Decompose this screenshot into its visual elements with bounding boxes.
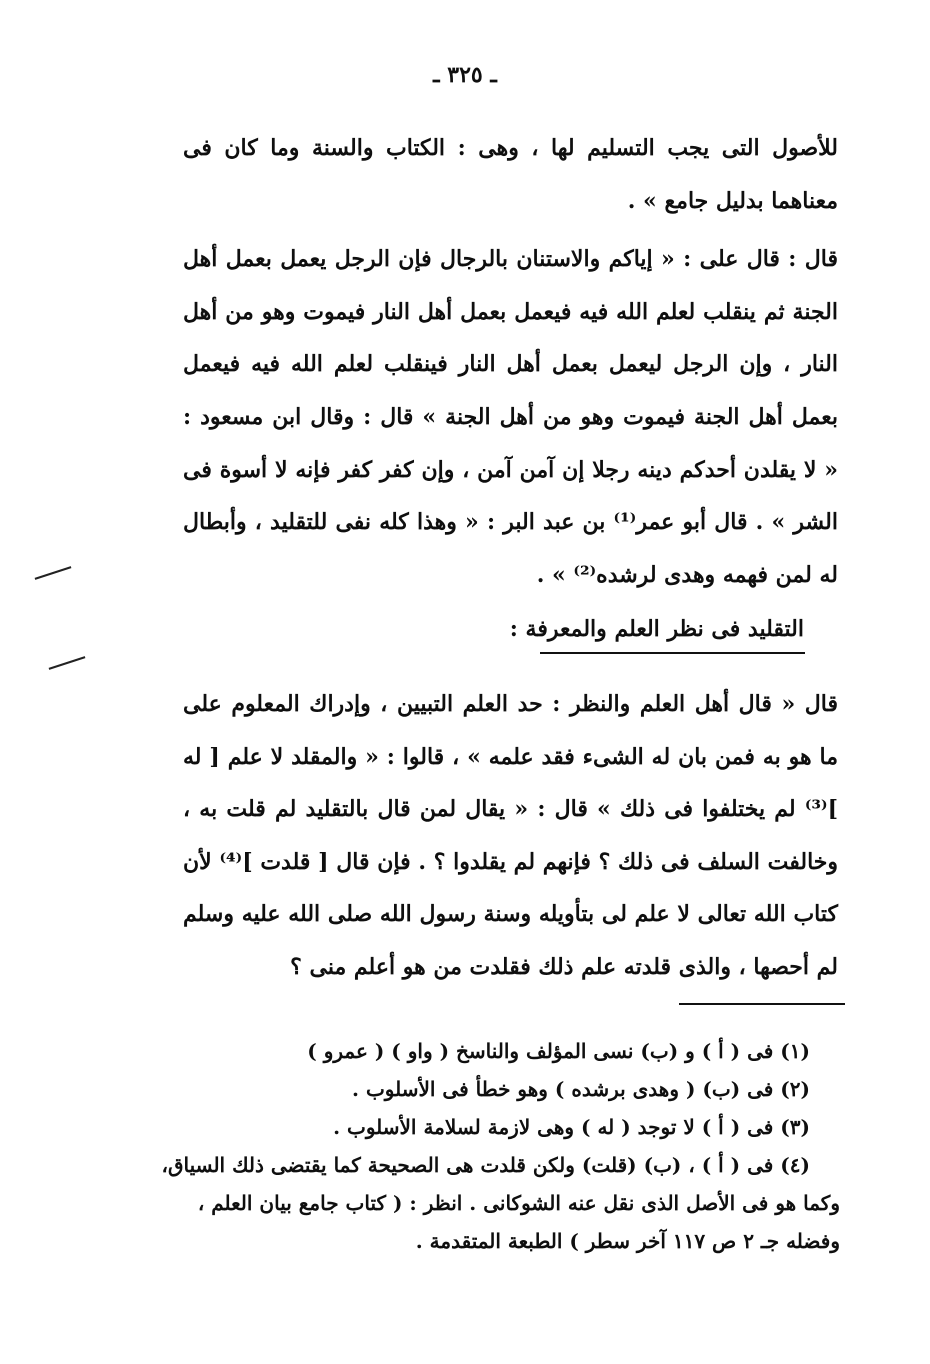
footnotes: [161, 1032, 840, 1260]
page-number: ـ ٣٢٥ ـ: [433, 62, 497, 88]
heading-underline: [540, 652, 805, 654]
main-text: [183, 122, 838, 601]
section-heading: التقليد فى نظر العلم والمعرفة :: [509, 616, 804, 642]
paragraph: للأصول التى يجب التسليم لها ، وهى : الكتاب والسنة وما كان فى معناهما بدليل جامع » .: [183, 135, 838, 214]
paragraph: قال : قال على : « إياكم والاستنان بالرجال فإن الرجل يعمل بعمل أهل الجنة ثم ينقلب لعلم الله فيه فيعمل بعمل أهل النار فيموت وهو من أهل النار ، وإن الرجل ليعمل بعمل أهل النار فينقلب لعلم الله فيه فيعمل بعمل أهل الجنة فيموت وهو من أهل الجنة » قال : وقال ابن مسعود : « لا يقلدن أحدكم دينه رجلا إن آمن آمن ، وإن كفر كفر فإنه لا أسوة فى الشر » . قال أبو عمر⁽¹⁾ بن عبد البر : « وهذا كله نفى للتقليد ، وأبطال له لمن فهمه وهدى لرشده⁽²⁾ » .: [183, 246, 838, 588]
footnote: (٤) فى ( أ ) ، (ب) (قلت) ولكن قلدت هى الصحيحة كما يقتضى ذلك السياق،: [161, 1153, 810, 1177]
section-text: [183, 678, 838, 994]
footnote-separator: [679, 1003, 845, 1005]
footnote-continuation: وكما هو فى الأصل الذى نقل عنه الشوكانى . انظر : ( كتاب جامع بيان العلم ،: [197, 1191, 840, 1215]
margin-pencil-mark: [35, 566, 72, 580]
margin-pencil-mark: [49, 656, 86, 670]
paragraph: قال « قال أهل العلم والنظر : حد العلم التبيين ، وإدراك المعلوم على ما هو به فمن بان له الشىء فقد علمه » ، قالوا : « والمقلد لا علم [ له ]⁽³⁾ لم يختلفوا فى ذلك » قال : « يقال لمن قال بالتقليد لم قلت به ، وخالفت السلف فى ذلك ؟ فإنهم لم يقلدوا ؟ . فإن قال [ قلدت ]⁽⁴⁾ لأن كتاب الله تعالى لا علم لى بتأويله وسنة رسول الله صلى الله عليه وسلم لم أحصها ، والذى قلدته علم ذلك فقلدت من هو أعلم منى ؟: [183, 691, 838, 980]
footnote: (٢) فى (ب) ( وهدى برشده ) وهو خطأ فى الأسلوب .: [352, 1077, 810, 1101]
footnote-continuation: وفضله جـ ٢ ص ١١٧ آخر سطر ) الطبعة المتقدمة .: [415, 1229, 840, 1253]
footnote: (٣) فى ( أ ) لا توجد ( له ) وهى لازمة لسلامة الأسلوب .: [333, 1115, 810, 1139]
footnote: (١) فى ( أ ) و (ب) نسى المؤلف والناسخ ( واو ) ( عمرو ): [307, 1039, 810, 1063]
